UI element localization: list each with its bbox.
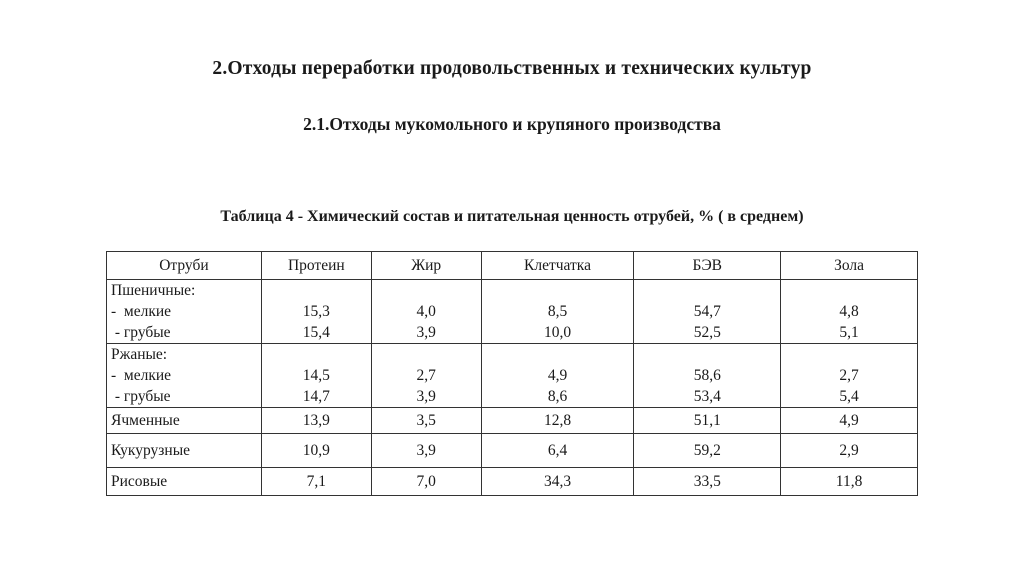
value: 4,9 [547,367,568,384]
section-title: 2.Отходы переработки продовольственных и технических культур [212,58,812,79]
table-row [107,434,918,468]
value: 8,6 [547,388,568,405]
value: 5,4 [839,388,859,405]
protein-cell [261,344,371,408]
nfe-cell [634,344,781,408]
nfe-cell: 33,5 [634,468,781,496]
value: 3,9 [416,388,436,405]
fiber-cell: 6,4 [481,434,634,468]
table-row [107,344,918,408]
composition-table [106,251,918,496]
fat-cell: 3,9 [371,434,481,468]
table-row [107,468,918,496]
row-label: Кукурузные [107,434,262,468]
protein-cell: 10,9 [261,434,371,468]
value: 14,5 [302,367,330,384]
subsection-title: 2.1.Отходы мукомольного и крупяного производства [303,114,721,134]
fat-cell [371,280,481,344]
row-label-cell [107,280,262,344]
ash-cell [781,344,918,408]
header-bran: Отруби [107,252,262,280]
header-fat: Жир [371,252,481,280]
ash-cell: 4,9 [781,408,918,434]
row-label: Рисовые [107,468,262,496]
header-fiber: Клетчатка [481,252,634,280]
value: 4,8 [839,303,859,320]
table-row [107,408,918,434]
subrow-label: - грубые [111,388,171,405]
subrow-label: - грубые [111,324,171,341]
subrow-label: - мелкие [111,303,172,320]
value: 3,9 [416,324,436,341]
fiber-cell: 34,3 [481,468,634,496]
value: 14,7 [302,388,330,405]
row-label: Ячменные [107,408,262,434]
row-label-cell [107,344,262,408]
value: 8,5 [547,303,568,320]
value: 10,0 [543,324,572,341]
nfe-cell: 59,2 [634,434,781,468]
value: 53,4 [693,388,721,405]
ash-cell [781,280,918,344]
fat-cell [371,344,481,408]
header-ash: Зола [781,252,918,280]
subrow-label: - мелкие [111,367,172,384]
value: 54,7 [693,303,721,320]
ash-cell: 11,8 [781,468,918,496]
header-protein: Протеин [261,252,371,280]
value: 58,6 [693,367,721,384]
group-name: Пшеничные: [111,282,196,299]
protein-cell: 13,9 [261,408,371,434]
fiber-cell [481,344,634,408]
group-name: Ржаные: [111,346,168,363]
table-header-row [107,252,918,280]
nfe-cell: 51,1 [634,408,781,434]
fiber-cell: 12,8 [481,408,634,434]
table-caption: Таблица 4 - Химический состав и питательная ценность отрубей, % ( в среднем) [220,208,804,225]
value: 15,3 [302,303,330,320]
protein-cell: 7,1 [261,468,371,496]
fat-cell: 7,0 [371,468,481,496]
value: 2,7 [839,367,859,384]
ash-cell: 2,9 [781,434,918,468]
value: 15,4 [302,324,330,341]
header-nfe: БЭВ [634,252,781,280]
nfe-cell [634,280,781,344]
value: 4,0 [416,303,436,320]
fat-cell: 3,5 [371,408,481,434]
value: 52,5 [693,324,721,341]
fiber-cell [481,280,634,344]
protein-cell [261,280,371,344]
value: 5,1 [839,324,859,341]
table-row [107,280,918,344]
value: 2,7 [416,367,436,384]
